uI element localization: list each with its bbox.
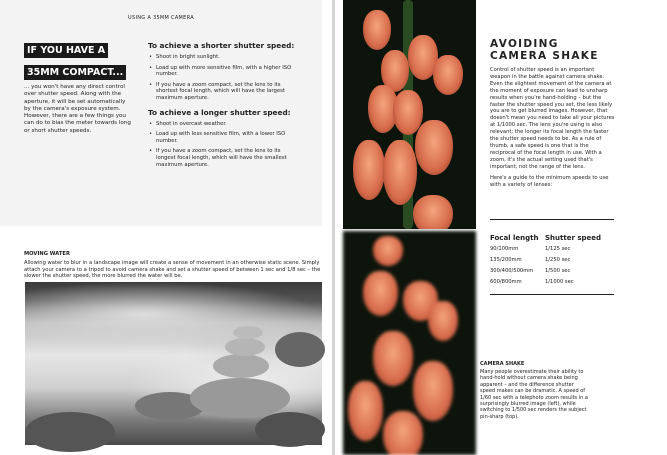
cell: 1/250 sec xyxy=(545,257,571,263)
intro-heading-line1: IF YOU HAVE A xyxy=(24,43,108,58)
header-shutter: Shutter speed xyxy=(545,234,602,242)
table-row xyxy=(490,255,614,266)
list-item: • Load up with less sensitive film, with a lower ISO number. xyxy=(148,131,298,144)
shake-guide: Here's a guide to the minimum speeds to use with a variety of lenses: xyxy=(490,174,609,188)
tips-section xyxy=(148,41,298,174)
cell: 90/100mm xyxy=(490,246,519,252)
shutter-speed-table xyxy=(490,219,614,295)
list-item: • If you have a zoom compact, set the lens to its shortest focal length, which will have the largest maximum aperture. xyxy=(148,82,298,102)
running-head: USING A 35MM CAMERA xyxy=(128,15,194,21)
cell: 135/200mm xyxy=(490,257,522,263)
moving-water-body: Allowing water to blur in a landscape image will create a sense of movement in an otherwise static scene. Simply attach your camera to a tripod to avoid camera shake and set a shutter speed of between 1 sec and 1/8 sec – the slower the shutter speed, the more blurred the water will be. xyxy=(24,260,321,280)
moving-water-section xyxy=(24,251,324,280)
list-item: • Shoot in bright sunlight. xyxy=(148,54,298,61)
header-focal: Focal length xyxy=(490,234,539,242)
flower-photo-sharp xyxy=(343,0,476,229)
moving-water-heading: MOVING WATER xyxy=(24,251,70,257)
shorter-heading: To achieve a shorter shutter speed: xyxy=(148,41,295,50)
table-row xyxy=(490,244,614,255)
caption-heading: CAMERA SHAKE xyxy=(480,361,525,367)
cell: 300/400/500mm xyxy=(490,268,534,274)
intro-body: ... you won't have any direct control over shutter speed. Along with the aperture, it will be set automatically by the camera's exposure system. However, there are a few things you can do to bias the meter towards long or short shutter speeds. xyxy=(24,84,131,134)
photo-caption xyxy=(480,361,590,420)
water-photo xyxy=(25,282,322,445)
page-gutter xyxy=(332,0,335,455)
longer-heading: To achieve a longer shutter speed: xyxy=(148,107,291,117)
intro-heading-line2: 35MM COMPACT... xyxy=(24,65,126,80)
flower-photo-blurred xyxy=(343,231,476,455)
shake-heading-line1: AVOIDING xyxy=(490,38,559,50)
table-row xyxy=(490,266,614,277)
shake-body: Control of shutter speed is an important weapon in the battle against camera shake. Even the slightest movement of the camera at the moment of exposure can lead to unsharp results when you're hand-holding – but the faster the shutter speed you set, the less likely you are to get blurred images. However, that doesn't mean you need to take all your pictures at 1/1000 sec. The lens you're using is also relevant; the longer its focal length the faster the shutter speed needs to be. As a rule of thumb, a safe speed is one that is the reciprocal of the focal length in use. With a zoom, it's the actual setting used that's important, not the range of the lens. xyxy=(490,67,615,170)
cell: 1/500 sec xyxy=(545,268,571,274)
cell: 1/125 sec xyxy=(545,246,571,252)
cell: 600/800mm xyxy=(490,279,522,285)
shake-heading-line2: CAMERA SHAKE xyxy=(490,50,599,62)
list-item: • Shoot in overcast weather. xyxy=(148,121,298,128)
camera-shake-section xyxy=(490,38,615,192)
table-header xyxy=(490,233,614,244)
caption-body: Many people overestimate their ability to hand-hold without camera shake being apparent – and the difference shutter speed makes can be dramatic. A speed of 1/60 sec with a telephoto zoom results in a surprisingly blurred image (left), while switching to 1/500 sec renders the subject pin-sharp (top). xyxy=(480,369,588,420)
list-item: • Load up with more sensitive film, with a higher ISO number. xyxy=(148,65,298,78)
intro-section xyxy=(24,38,134,135)
table-row xyxy=(490,277,614,288)
list-item: • If you have a zoom compact, set the lens to its longest focal length, which will have the smallest maximum aperture. xyxy=(148,148,298,168)
cell: 1/1000 sec xyxy=(545,279,574,285)
